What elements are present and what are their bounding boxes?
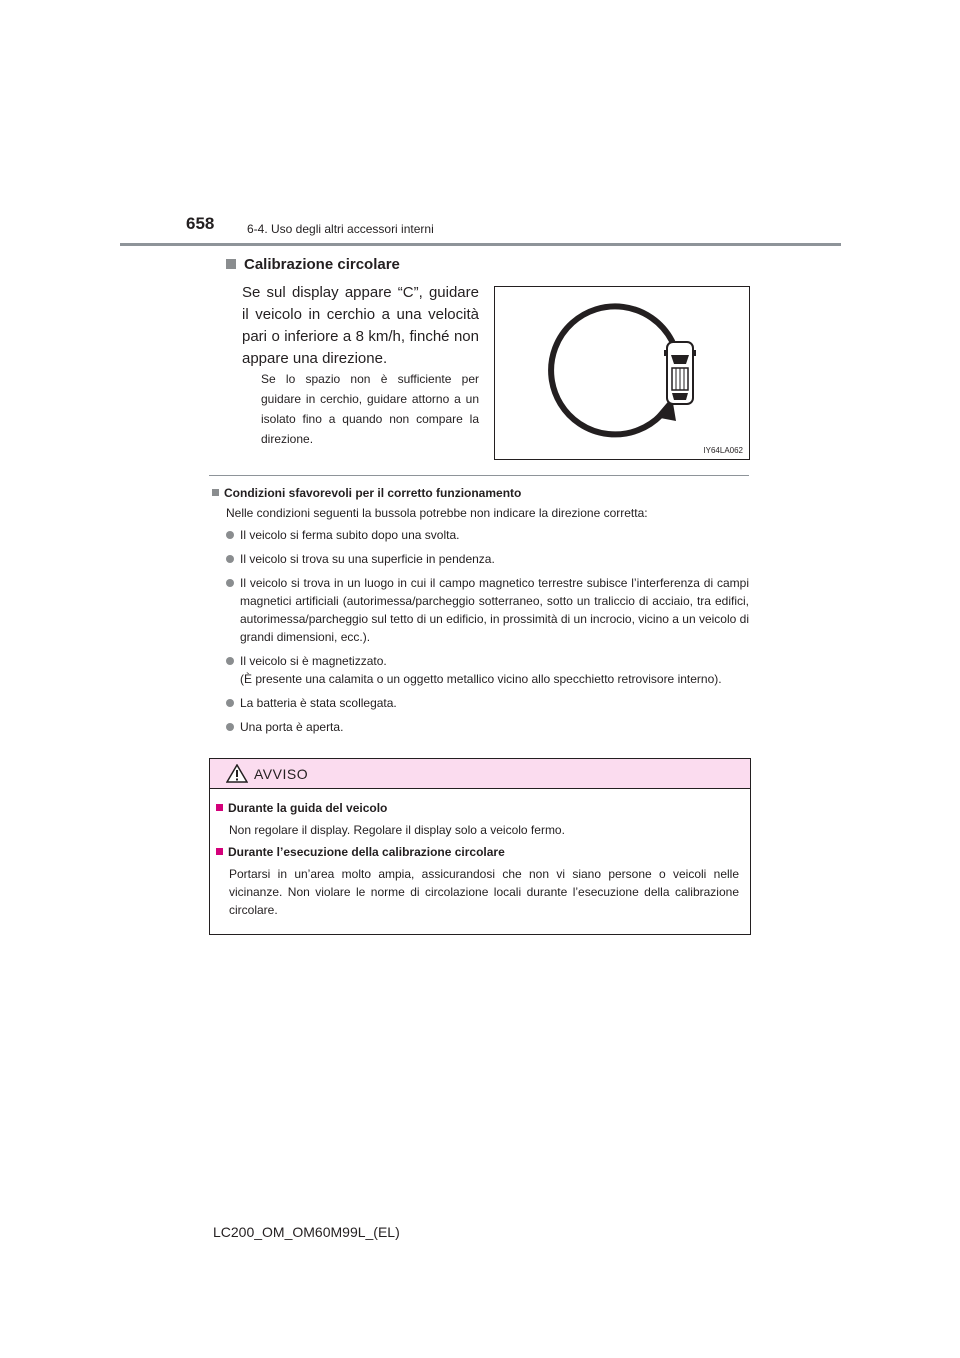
calibration-heading <box>226 256 400 273</box>
calibration-title: Calibrazione circolare <box>244 256 400 273</box>
page-number: 658 <box>186 214 215 233</box>
list-item: Il veicolo si trova su una superficie in pendenza. <box>226 550 749 568</box>
list-item: La batteria è stata scollegata. <box>226 694 749 712</box>
bullet-dot-icon <box>226 579 234 587</box>
vehicle-top-view-icon <box>664 342 696 404</box>
conditions-heading <box>212 486 521 500</box>
circle-arrow-illustration <box>495 287 749 459</box>
conditions-list <box>226 526 749 742</box>
section-divider <box>209 475 749 476</box>
bullet-dot-icon <box>226 531 234 539</box>
list-item: Il veicolo si ferma subito dopo una svolta. <box>226 526 749 544</box>
bullet-dot-icon <box>226 657 234 665</box>
figure-code: IY64LA062 <box>703 446 743 455</box>
warning-section-heading: Durante la guida del veicolo <box>216 801 387 815</box>
square-bullet-icon <box>226 259 236 269</box>
warning-title: AVVISO <box>254 766 309 782</box>
document-code: LC200_OM_OM60M99L_(EL) <box>213 1224 400 1240</box>
square-bullet-icon <box>212 489 219 496</box>
warning-box <box>209 758 751 935</box>
conditions-title: Condizioni sfavorevoli per il corretto funzionamento <box>224 486 522 500</box>
bullet-dot-icon <box>226 723 234 731</box>
calibration-note: Se lo spazio non è sufficiente per guidare in cerchio, guidare attorno a un isolato fino a quando non compare la direzione. <box>261 372 479 446</box>
circle-calibration-figure <box>494 286 750 460</box>
warning-section-body: Portarsi in un’area molto ampia, assicurandosi che non vi siano persone o veicoli nelle vicinanze. Non violare le norme di circolazione locali durante l’esecuzione della calibrazione circolare. <box>229 867 739 917</box>
calibration-body: Se sul display appare “C”, guidare il veicolo in cerchio a una velocità pari o inferiore a 8 km/h, finché non appare una direzione. <box>242 284 479 367</box>
warning-triangle-icon <box>226 764 248 783</box>
header-divider <box>120 243 841 246</box>
warning-header <box>210 759 750 789</box>
warning-section-heading: Durante l’esecuzione della calibrazione circolare <box>216 845 505 859</box>
list-item: Una porta è aperta. <box>226 718 749 736</box>
bullet-dot-icon <box>226 699 234 707</box>
list-item: Il veicolo si trova in un luogo in cui il campo magnetico terrestre subisce l’interferenza di campi magnetici artificiali (autorimessa/parcheggio sotterraneo, sotto un traliccio di acciaio, tra edifici, autorimessa/parcheggio sul tetto di un edificio, in prossimità di un incrocio, vicino a un veicolo di grandi dimensioni, ecc.). <box>226 574 749 646</box>
square-bullet-icon <box>216 848 223 855</box>
section-title: 6-4. Uso degli altri accessori interni <box>247 222 434 236</box>
list-item: Il veicolo si è magnetizzato. (È presente una calamita o un oggetto metallico vicino allo specchietto retrovisore interno). <box>226 652 749 688</box>
conditions-intro: Nelle condizioni seguenti la bussola potrebbe non indicare la direzione corretta: <box>226 506 648 520</box>
bullet-dot-icon <box>226 555 234 563</box>
square-bullet-icon <box>216 804 223 811</box>
warning-section-body: Non regolare il display. Regolare il display solo a veicolo fermo. <box>229 823 565 837</box>
